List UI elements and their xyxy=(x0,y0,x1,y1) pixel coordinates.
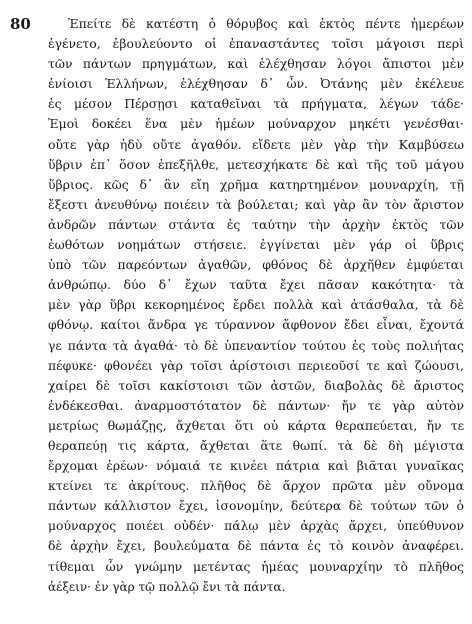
text-line: ὕβριν ἐπ᾽ ὅσον ἐπεξῆλθε, μετεσχήκατε δὲ καὶ τῆς τοῦ μάγου xyxy=(48,156,464,172)
text-line: πέφυκε· φθονέει γὰρ τοῖσι ἀρίστοισι περιεοῦσί τε καὶ ζώουσι, xyxy=(48,357,464,373)
text-line: ἔρχομαι ἐρέων· νόμαιά τε κινέει πάτρια καὶ βιᾶται γυναῖκας xyxy=(48,458,464,474)
text-line: Ἐμοὶ δοκέει ἕνα μὲν ἡμέων μούναρχον μηκέτι γενέσθαι· xyxy=(48,116,464,132)
text-line: γε πάντα τὰ ἀγαθά· τὸ δὲ ὑπεναντίον τούτου ἐς τοὺς πολιήτας xyxy=(48,337,464,353)
greek-text-block xyxy=(0,14,472,597)
text-line: ἀνδρῶν πάντων στάντα ἐς ταύτην τὴν ἀρχὴν ἐκτὸς τῶν xyxy=(48,216,464,232)
text-line: ἔξεστι ἀνευθύνῳ ποιέειν τὰ βούλεται; καὶ γὰρ ἂν τὸν ἄριστον xyxy=(48,196,464,212)
text-line: φθόνῳ. καίτοι ἄνδρα γε τύραννον ἄφθονον ἔδει εἶναι, ἔχοντά xyxy=(48,317,464,333)
text-line: ὑπὸ τῶν παρεόντων ἀγαθῶν, φθόνος δὲ ἀρχῆθεν ἐμφύεται xyxy=(48,257,464,273)
text-line: ἀέξειν· ἐν γὰρ τῷ πολλῷ ἔνι τὰ πάντα. xyxy=(48,579,286,594)
text-line: μετρίως θωμάζῃς, ἄχθεται ὅτι οὐ κάρτα θεραπεύεται, ἤν τε xyxy=(48,417,464,433)
text-line: ἐγένετο, ἐβουλεύοντο οἱ ἐπαναστάντες τοῖσι μάγοισι περὶ xyxy=(48,36,464,52)
text-line: δὲ ἀρχὴν ἔχει, βουλεύματα δὲ πάντα ἐς τὸ κοινὸν ἀναφέρει. xyxy=(48,538,464,554)
text-line: θεραπεύῃ τις κάρτα, ἄχθεται ἅτε θωπί. τὰ δὲ δὴ μέγιστα xyxy=(48,437,464,453)
text-line: ἐνδέκεσθαι. ἀναρμοστότατον δὲ πάντων· ἤν τε γὰρ αὐτὸν xyxy=(48,397,464,413)
text-line: χαίρει δὲ τοῖσι κακίστοισι τῶν ἀστῶν, διαβολὰς δὲ ἄριστος xyxy=(48,377,464,393)
text-line: ἐς μέσον Πέρσῃσι καταθεῖναι τὰ πρήγματα, λέγων τάδε· xyxy=(48,96,464,112)
page-number: 80 xyxy=(10,15,31,33)
text-line: μούναρχος ποιέει οὐδέν· πάλῳ μὲν ἀρχὰς ἄρχει, ὑπεύθυνον xyxy=(48,518,464,534)
text-line: ἐνίοισι Ἑλλήνων, ἐλέχθησαν δ᾽ ὦν. Ὀτάνης μὲν ἐκέλευε xyxy=(48,76,464,92)
text-line: κτείνει τε ἀκρίτους. πλῆθος δὲ ἄρχον πρῶτα μὲν οὔνομα xyxy=(48,478,464,494)
text-line: τίθεμαι ὦν γνώμην μετέντας ἡμέας μουναρχίην τὸ πλῆθος xyxy=(48,558,464,574)
text-line: ὕβριος. κῶς δ᾽ ἂν εἴη χρῆμα κατηρτημένον μουναρχίη, τῇ xyxy=(48,176,464,192)
text-line: Ἐπείτε δὲ κατέστη ὁ θόρυβος καὶ ἐκτὸς πέντε ἡμερέων xyxy=(68,16,464,31)
text-line: ἀνθρώπῳ. δύο δ᾽ ἔχων ταῦτα ἔχει πᾶσαν κακότητα· τὰ xyxy=(48,277,464,293)
text-line: πάντων κάλλιστον ἔχει, ἰσονομίην, δεύτερα δὲ τούτων τῶν ὁ xyxy=(48,498,464,514)
text-line: μὲν γὰρ ὕβρι κεκορημένος ἔρδει πολλὰ καὶ ἀτάσθαλα, τὰ δὲ xyxy=(48,297,464,313)
text-line: ἐωθότων νοημάτων στήσειε. ἐγγίνεται μὲν γάρ οἱ ὕβρις xyxy=(48,237,464,253)
text-line: τῶν πάντων πρηγμάτων, καὶ ἐλέχθησαν λόγοι ἄπιστοι μὲν xyxy=(48,56,464,72)
text-line: οὔτε γὰρ ἡδὺ οὔτε ἀγαθόν. εἴδετε μὲν γὰρ τὴν Καμβύσεω xyxy=(48,136,464,152)
